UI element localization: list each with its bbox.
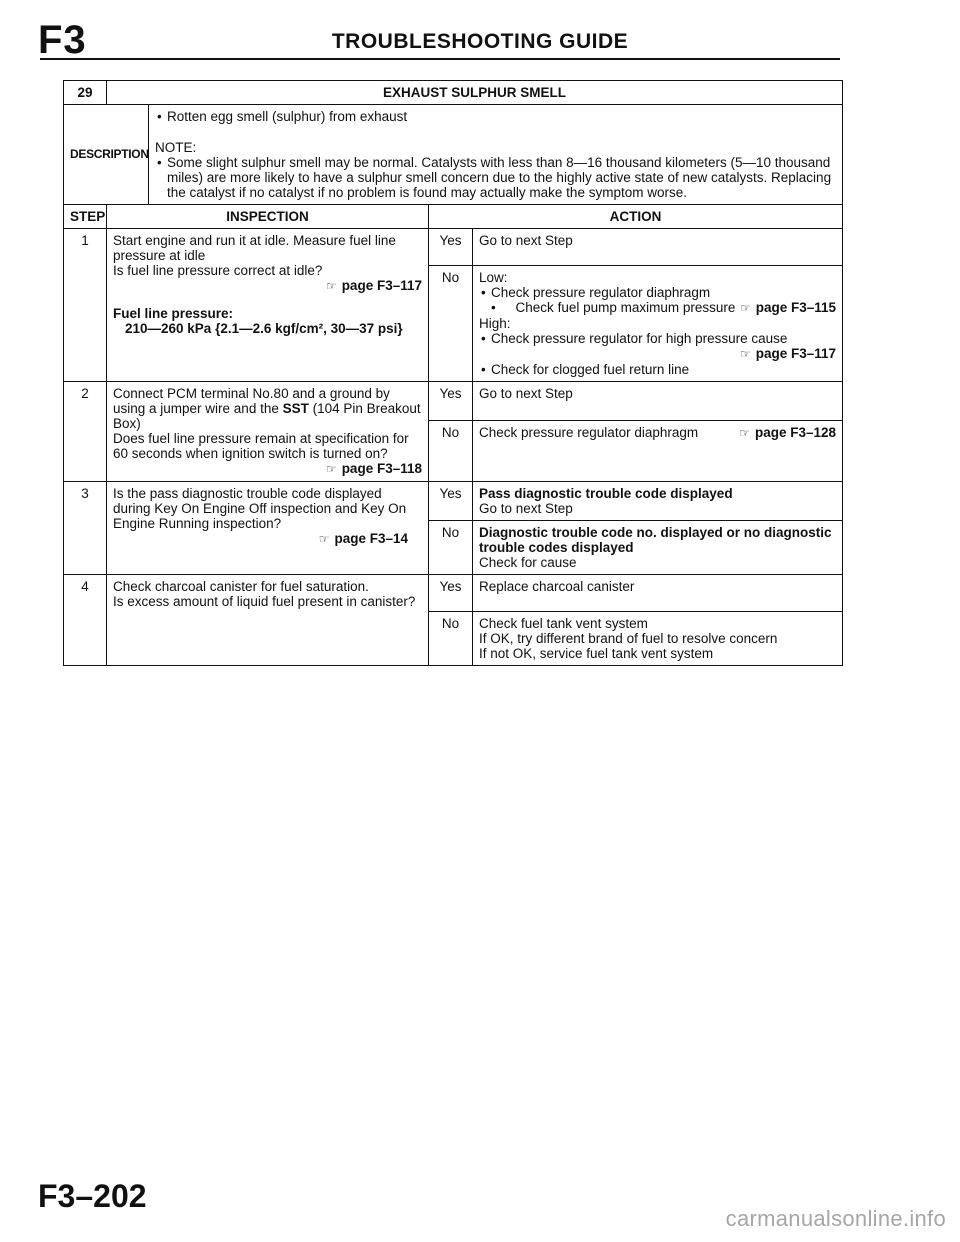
no-action [473,421,843,482]
hand-pointer-icon: ☞ [325,462,337,476]
yes-action-heading: Pass diagnostic trouble code displayed [479,486,733,501]
step-inspection: Check charcoal canister for fuel saturation. Is excess amount of liquid fuel present in canister? [107,575,429,666]
high-label: High: [479,316,511,331]
yes-label: Yes [429,382,473,421]
no-action: Check fuel tank vent system If OK, try different brand of fuel to resolve concern If not OK, service fuel tank vent system [473,612,843,666]
action-header: ACTION [429,205,843,229]
yes-action [473,482,843,521]
hand-pointer-icon: ☞ [325,279,337,293]
hand-pointer-icon: ☞ [739,301,751,315]
troubleshooting-table [63,80,843,666]
no-action-text: Check for cause [479,555,577,570]
low-label: Low: [479,270,508,285]
page-title: TROUBLESHOOTING GUIDE [331,30,629,53]
item-title: EXHAUST SULPHUR SMELL [107,81,843,105]
no-action-text: Check pressure regulator diaphragm [479,425,699,440]
reference-text: page F3–14 [334,531,408,546]
description-label: DESCRIPTION [64,105,149,205]
high-check-1-ref [479,346,836,362]
inspection-reference [113,461,422,477]
high-check-1: • Check pressure regulator for high pressure cause [479,331,836,346]
column-header-row [64,205,843,229]
no-label: No [429,521,473,575]
inspection-text-part: Connect PCM terminal No.80 and a ground by using a jumper wire and the [113,386,390,416]
description-row [64,105,843,205]
inspection-text-part: (104 Pin Breakout Box) Does fuel line pressure remain at specification for 60 seconds when ignition switch is turned on? [113,401,421,461]
yes-action-text: Go to next Step [479,501,573,516]
sst-label: SST [282,401,309,416]
step-row [64,382,843,421]
step-number: 1 [64,229,107,382]
low-check-2-text: • Check fuel pump maximum pressure [515,300,736,315]
step-row [64,575,843,612]
inspection-text: Is the pass diagnostic trouble code displayed during Key On Engine Off inspection and Key On Engine Running inspection? [113,486,407,531]
yes-action: Go to next Step [473,382,843,421]
no-action-ref [739,425,836,441]
yes-label: Yes [429,229,473,266]
yes-label: Yes [429,575,473,612]
reference-text: page F3–118 [341,461,422,476]
step-header: STEP [64,205,107,229]
description-content [149,105,843,205]
spec-value: 210—260 kPa {2.1—2.6 kgf/cm², 30—37 psi} [125,321,403,336]
note-label: NOTE: [155,140,197,155]
item-header-row [64,81,843,105]
step-inspection [107,482,429,575]
yes-action: Go to next Step [473,229,843,266]
hand-pointer-icon: ☞ [739,347,751,361]
header-divider [40,58,840,60]
watermark: carmanualsonline.info [725,1206,946,1231]
no-action-heading: Diagnostic trouble code no. displayed or no diagnostic trouble codes displayed [479,525,832,555]
note-text: • Some slight sulphur smell may be normal. Catalysts with less than 8—16 thousand kilometers (5—10 thousand miles) are more likely to have a sulphur smell concern due to the highly active state of new catalysts. Replacing the catalyst if no catalyst if no problem is found may actually make the symptom worse. [155,155,836,200]
page-number: F3–202 [38,1178,147,1214]
inspection-header: INSPECTION [107,205,429,229]
step-number: 2 [64,382,107,482]
inspection-text [113,386,422,461]
yes-label: Yes [429,482,473,521]
no-action [473,266,843,382]
hand-pointer-icon: ☞ [318,532,330,546]
hand-pointer-icon: ☞ [739,426,750,440]
no-label: No [429,612,473,666]
step-inspection [107,382,429,482]
step-inspection [107,229,429,382]
reference-text: page F3–117 [341,278,422,293]
step-number: 4 [64,575,107,666]
low-check-2-ref [739,300,837,316]
step-row [64,229,843,266]
step-number: 3 [64,482,107,575]
no-action-line [479,425,836,441]
reference-text: page F3–117 [755,346,837,361]
yes-action: Replace charcoal canister [473,575,843,612]
low-check-2 [479,300,836,316]
section-code: F3 [38,18,87,62]
inspection-reference [113,531,408,547]
reference-text: page F3–128 [754,425,837,440]
description-bullet: • Rotten egg smell (sulphur) from exhaust [155,109,836,124]
extra-check: • Check for clogged fuel return line [479,362,836,377]
no-label: No [429,266,473,382]
inspection-text: Start engine and run it at idle. Measure fuel line pressure at idle Is fuel line pressure correct at idle? [113,233,396,278]
low-check-1: • Check pressure regulator diaphragm [479,285,836,300]
no-label: No [429,421,473,482]
step-row [64,482,843,521]
no-action [473,521,843,575]
spec-label: Fuel line pressure: [113,306,234,321]
inspection-reference [113,278,422,294]
reference-text: page F3–115 [755,300,837,315]
item-number: 29 [64,81,107,105]
